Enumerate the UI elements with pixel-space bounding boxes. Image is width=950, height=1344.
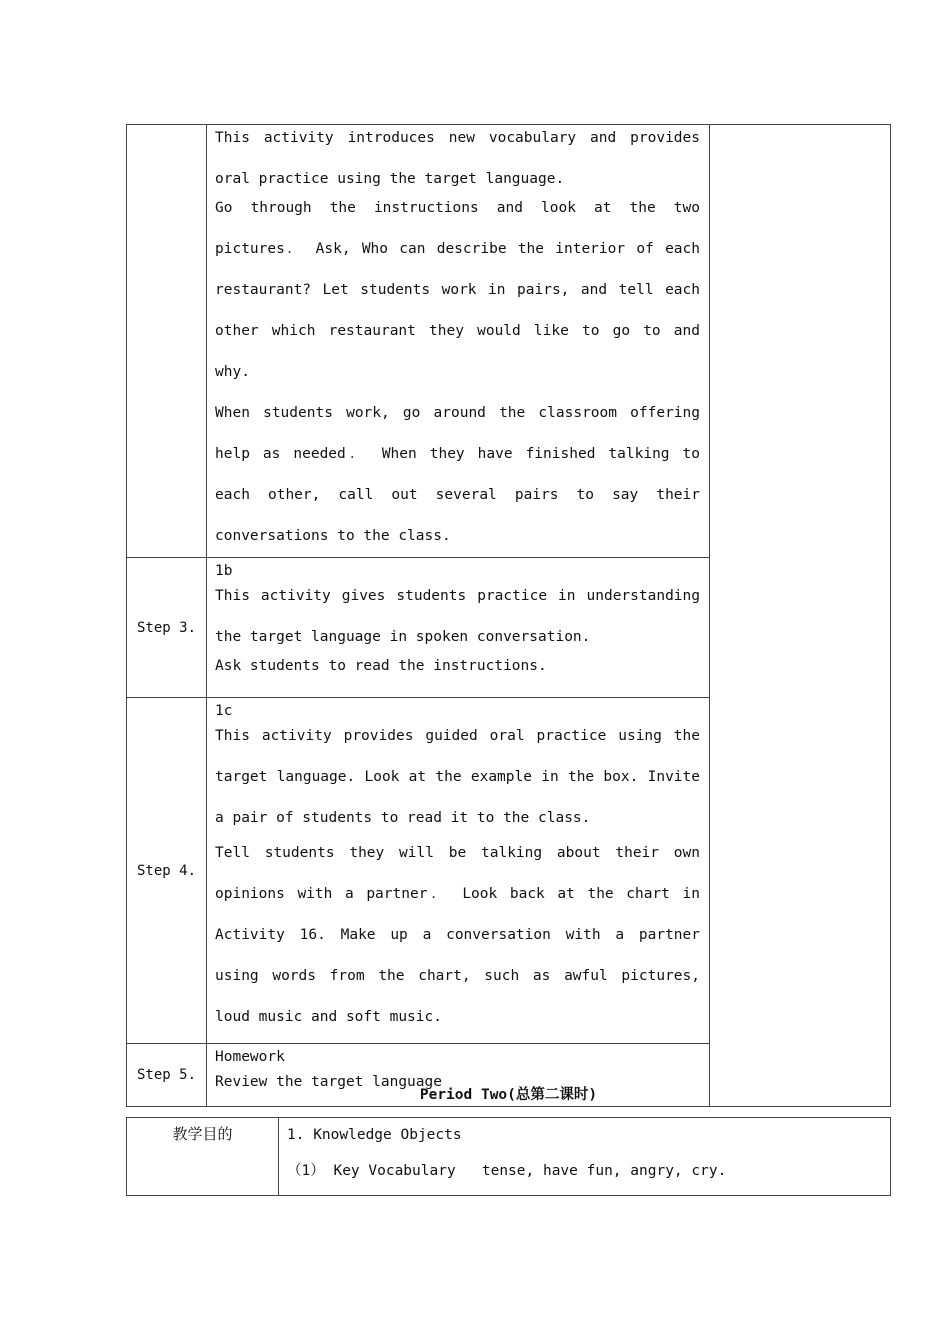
period-title: Period Two(总第二课时) [419, 1087, 598, 1103]
activity-label: 1c [215, 703, 233, 719]
paragraph: Go through the instructions and look at the two pictures． Ask, Who can describe the interior of each restaurant? Let students work in pairs, and tell each other which restaurant they would like to go to and why. [215, 200, 700, 380]
table-row [127, 1118, 891, 1196]
activity-label: 1b [215, 563, 233, 579]
notes-column [710, 125, 891, 1107]
objective-item: （1） Key Vocabulary tense, have fun, angry, cry. [287, 1163, 727, 1179]
paragraph: Review the target language [215, 1074, 442, 1090]
step-content [207, 125, 710, 558]
objectives-content [279, 1118, 891, 1196]
paragraph: Tell students they will be talking about their own opinions with a partner． Look back at the chart in Activity 16. Make up a conversation with a partner using words from the chart, such as awful pictures, loud music and soft music. [215, 845, 700, 1025]
paragraph: When students work, go around the classroom offering help as needed． When they have finished talking to each other, call out several pairs to say their conversations to the class. [215, 405, 700, 544]
step-content [207, 698, 710, 1044]
step-cell: Step 5. [127, 1044, 207, 1107]
paragraph: Ask students to read the instructions. [215, 658, 547, 674]
step-cell: Step 3. [127, 558, 207, 698]
step-cell [127, 125, 207, 558]
objective-item: 1. Knowledge Objects [287, 1127, 462, 1143]
objectives-label: 教学目的 [127, 1118, 279, 1196]
table-row [127, 125, 891, 558]
step-content [207, 558, 710, 698]
paragraph: This activity introduces new vocabulary and provides oral practice using the target language. [215, 130, 700, 187]
step-cell: Step 4. [127, 698, 207, 1044]
lesson-steps-table [126, 124, 891, 1107]
paragraph: This activity gives students practice in understanding the target language in spoken conversation. [215, 588, 700, 645]
objectives-table [126, 1117, 891, 1196]
homework-label: Homework [215, 1049, 285, 1065]
paragraph: This activity provides guided oral practice using the target language. Look at the example in the box. Invite a pair of students to read it to the class. [215, 728, 700, 826]
